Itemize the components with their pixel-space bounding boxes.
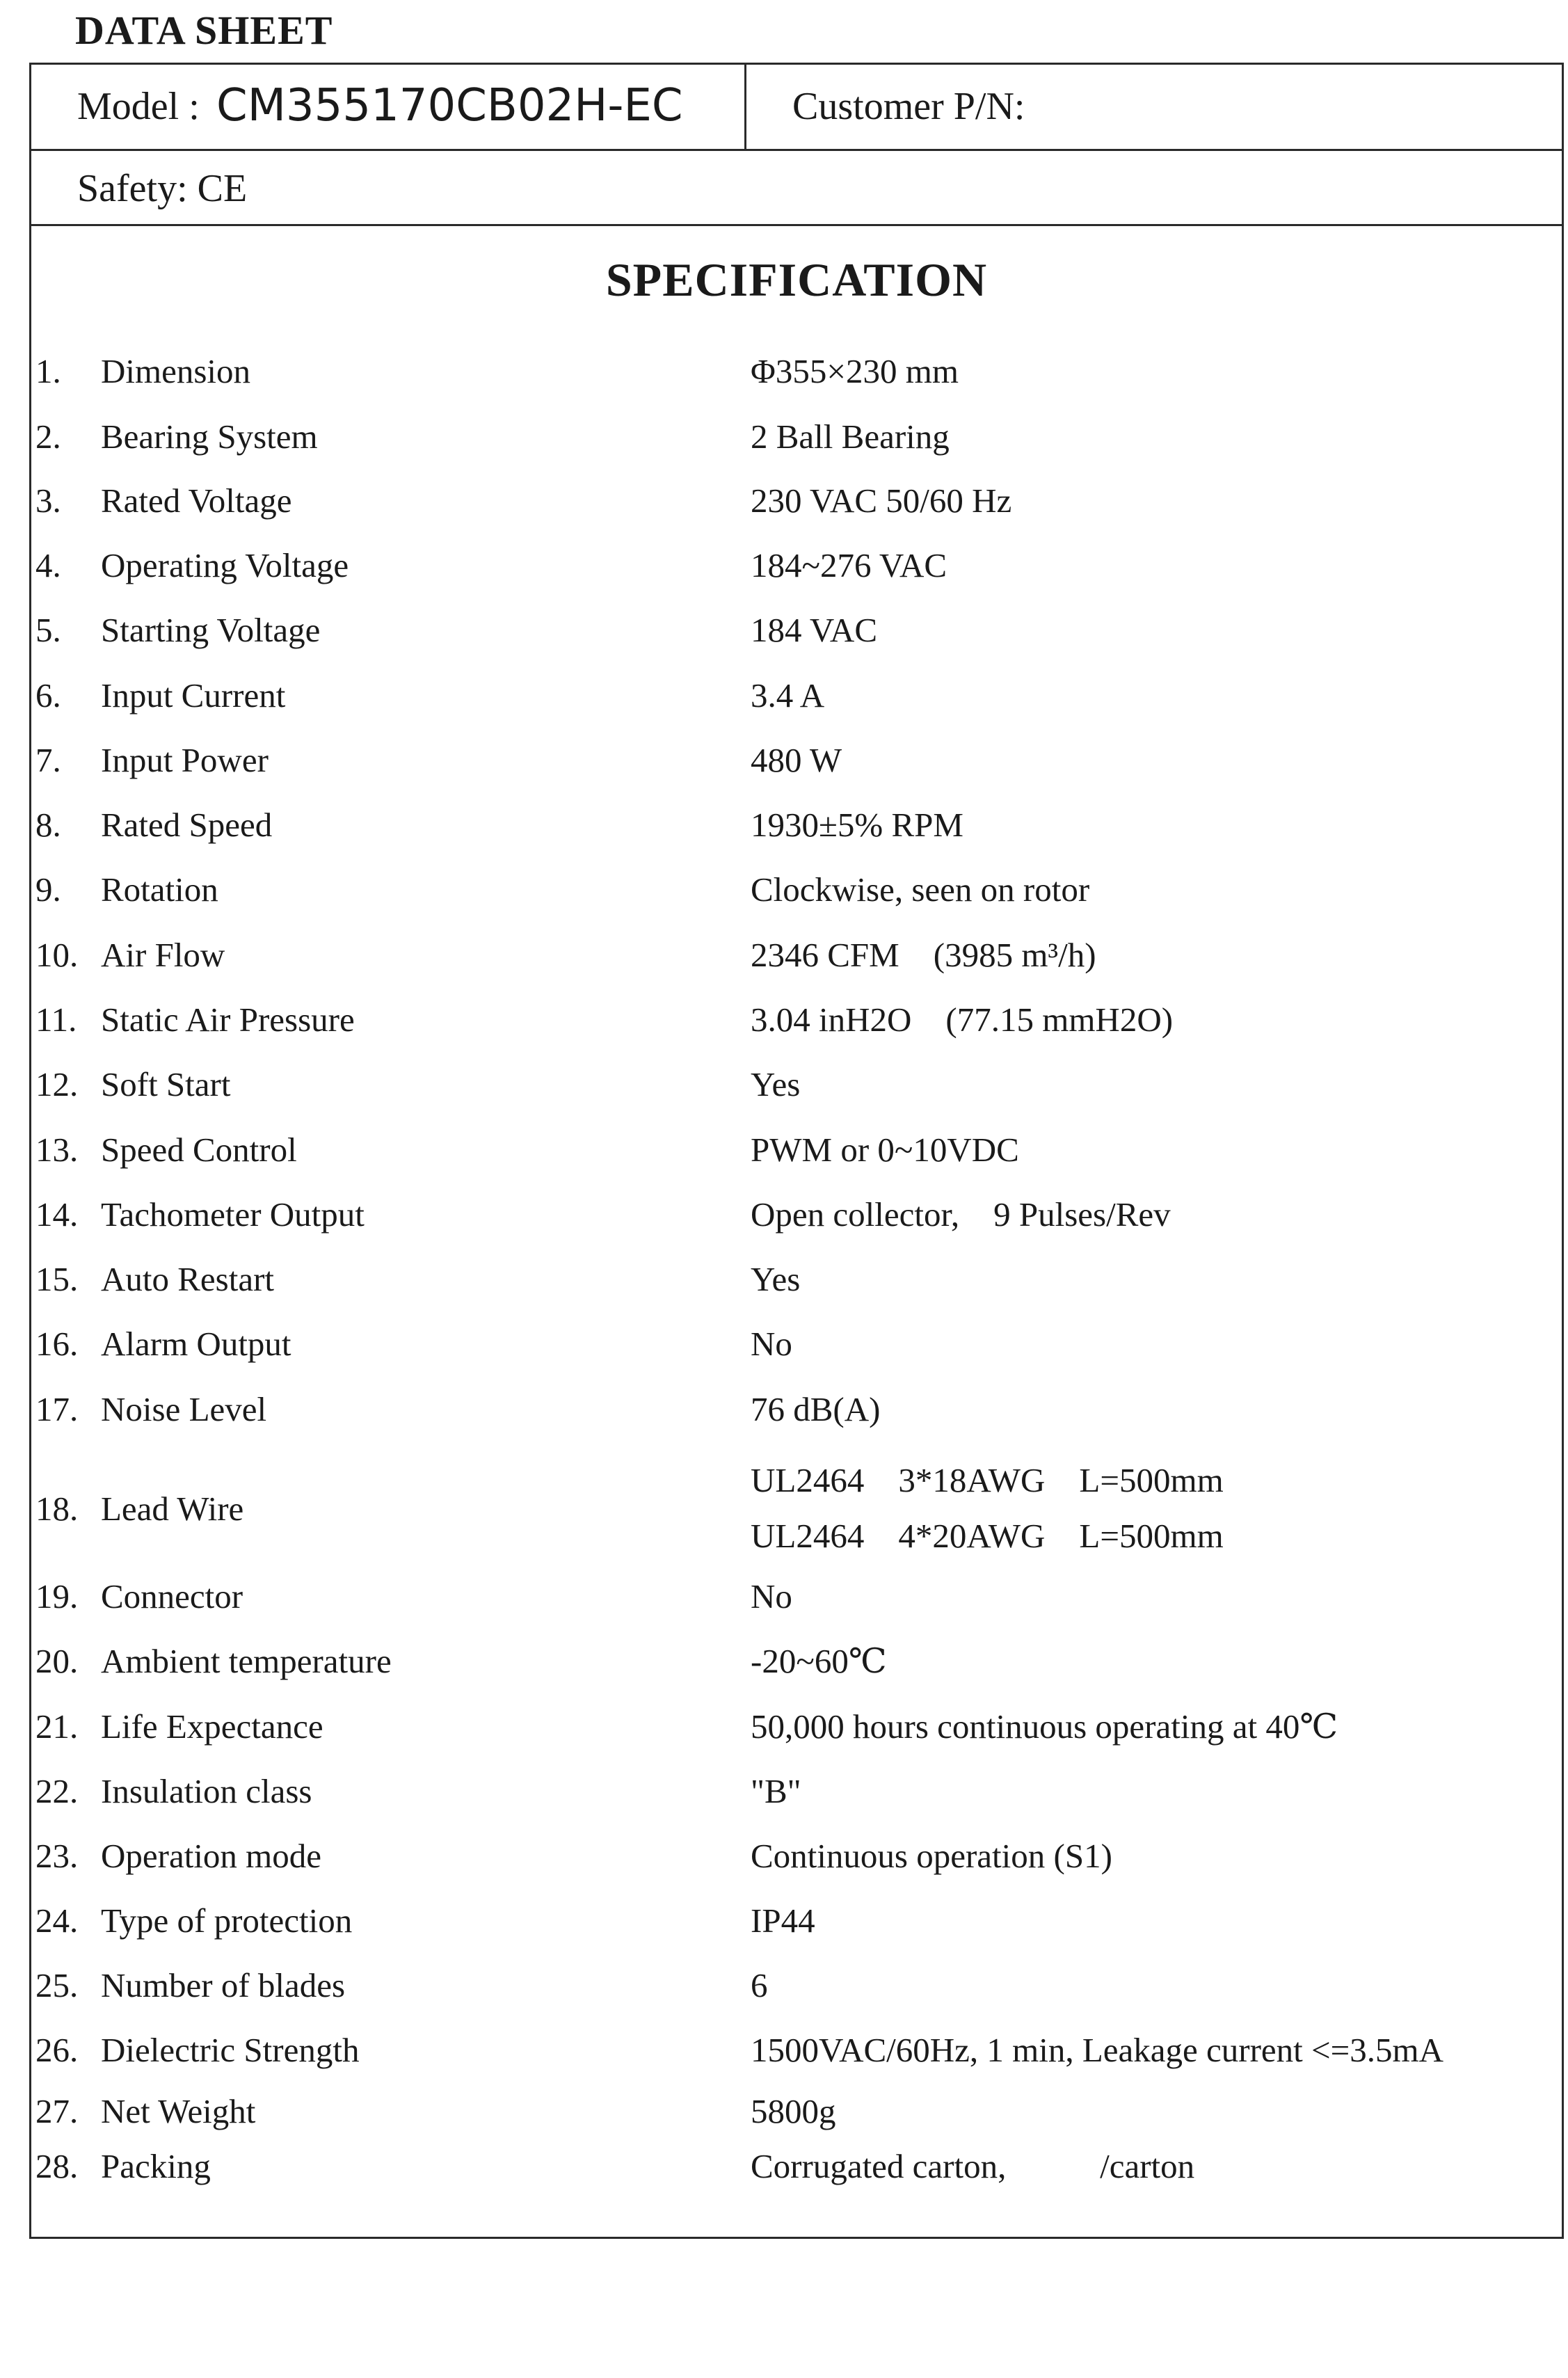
spec-number: 19. (35, 1577, 79, 1615)
spec-value: Φ355×230 mm (751, 352, 959, 390)
spec-value: IP44 (751, 1901, 815, 1940)
spec-name: Input Power (101, 741, 269, 779)
model-label: Model : (77, 85, 200, 128)
spec-number: 2. (35, 417, 61, 456)
spec-number: 10. (35, 936, 79, 974)
spec-name: Noise Level (101, 1390, 267, 1428)
spec-number: 8. (35, 806, 61, 844)
spec-number: 20. (35, 1642, 79, 1680)
spec-number: 23. (35, 1837, 79, 1875)
spec-number: 7. (35, 741, 61, 779)
spec-value: 230 VAC 50/60 Hz (751, 481, 1012, 520)
spec-name: Auto Restart (101, 1260, 275, 1298)
spec-value: 50,000 hours continuous operating at 40℃ (751, 1707, 1338, 1746)
safety-row (31, 151, 1562, 226)
spec-number: 24. (35, 1901, 79, 1940)
spec-number: 9. (35, 870, 61, 909)
spec-value: No (751, 1577, 792, 1615)
model-cell (31, 65, 746, 149)
spec-name: Rated Speed (101, 806, 273, 844)
spec-number: 11. (35, 1000, 77, 1039)
spec-value: Corrugated carton, /carton (751, 2147, 1195, 2185)
spec-number: 21. (35, 1707, 79, 1746)
spec-value: 76 dB(A) (751, 1390, 881, 1428)
spec-name: Operation mode (101, 1837, 322, 1875)
spec-name: Alarm Output (101, 1325, 291, 1363)
spec-value: 2346 CFM (3985 m³/h) (751, 936, 1096, 974)
spec-value: 1930±5% RPM (751, 806, 963, 844)
spec-value: 3.04 inH2O (77.15 mmH2O) (751, 1000, 1174, 1039)
spec-name: Number of blades (101, 1966, 346, 2004)
spec-value: Yes (751, 1065, 801, 1103)
spec-name: Lead Wire (101, 1490, 244, 1528)
spec-value: UL2464 3*18AWG L=500mm (751, 1461, 1224, 1499)
spec-number: 5. (35, 611, 61, 649)
safety-label: Safety: CE (77, 167, 248, 210)
spec-name: Type of protection (101, 1901, 353, 1940)
spec-number: 6. (35, 676, 61, 715)
spec-name: Rotation (101, 870, 218, 909)
spec-name: Life Expectance (101, 1707, 323, 1746)
spec-value: Continuous operation (S1) (751, 1837, 1112, 1875)
spec-value: -20~60℃ (751, 1642, 887, 1680)
spec-name: Bearing System (101, 417, 318, 456)
spec-name: Ambient temperature (101, 1642, 392, 1680)
spec-number: 3. (35, 481, 61, 520)
spec-name: Starting Voltage (101, 611, 321, 649)
spec-name: Packing (101, 2147, 211, 2185)
spec-number: 25. (35, 1966, 79, 2004)
spec-number: 17. (35, 1390, 79, 1428)
spec-name: Rated Voltage (101, 481, 292, 520)
specification-heading: SPECIFICATION (605, 253, 988, 306)
spec-value: PWM or 0~10VDC (751, 1131, 1019, 1169)
spec-number: 16. (35, 1325, 79, 1363)
spec-name: Soft Start (101, 1065, 231, 1103)
document-title: DATA SHEET (75, 8, 333, 53)
spec-name: Insulation class (101, 1772, 312, 1810)
spec-value: 2 Ball Bearing (751, 417, 950, 456)
data-sheet-table (29, 63, 1564, 2239)
spec-value: "B" (751, 1772, 801, 1810)
spec-number: 4. (35, 546, 61, 584)
spec-number: 15. (35, 1260, 79, 1298)
spec-name: Speed Control (101, 1131, 297, 1169)
spec-name: Tachometer Output (101, 1195, 365, 1234)
spec-number: 18. (35, 1490, 79, 1528)
spec-value: 3.4 A (751, 676, 825, 715)
spec-number: 28. (35, 2147, 79, 2185)
spec-value: Clockwise, seen on rotor (751, 870, 1090, 909)
spec-number: 13. (35, 1131, 79, 1169)
customer-pn-label: Customer P/N: (792, 85, 1025, 128)
spec-number: 22. (35, 1772, 79, 1810)
spec-value: 184 VAC (751, 611, 878, 649)
spec-name: Net Weight (101, 2092, 256, 2130)
spec-value: 184~276 VAC (751, 546, 947, 584)
spec-name: Static Air Pressure (101, 1000, 355, 1039)
spec-number: 12. (35, 1065, 79, 1103)
spec-number: 14. (35, 1195, 79, 1234)
spec-value: 5800g (751, 2092, 836, 2130)
spec-name: Air Flow (101, 936, 225, 974)
model-row (31, 65, 1562, 151)
spec-name: Input Current (101, 676, 286, 715)
spec-value: 480 W (751, 741, 842, 779)
spec-value: No (751, 1325, 792, 1363)
spec-value: Open collector, 9 Pulses/Rev (751, 1195, 1171, 1234)
model-number: CM355170CB02H-EC (216, 80, 683, 131)
spec-number: 1. (35, 352, 61, 390)
spec-value: 1500VAC/60Hz, 1 min, Leakage current <=3.5mA (751, 2031, 1444, 2069)
spec-name: Dielectric Strength (101, 2031, 360, 2069)
spec-number: 26. (35, 2031, 79, 2069)
spec-value: 6 (751, 1966, 768, 2004)
spec-name: Operating Voltage (101, 546, 349, 584)
spec-number: 27. (35, 2092, 79, 2130)
spec-name: Connector (101, 1577, 243, 1615)
spec-value-line2: UL2464 4*20AWG L=500mm (751, 1517, 1224, 1555)
spec-name: Dimension (101, 352, 251, 390)
spec-value: Yes (751, 1260, 801, 1298)
